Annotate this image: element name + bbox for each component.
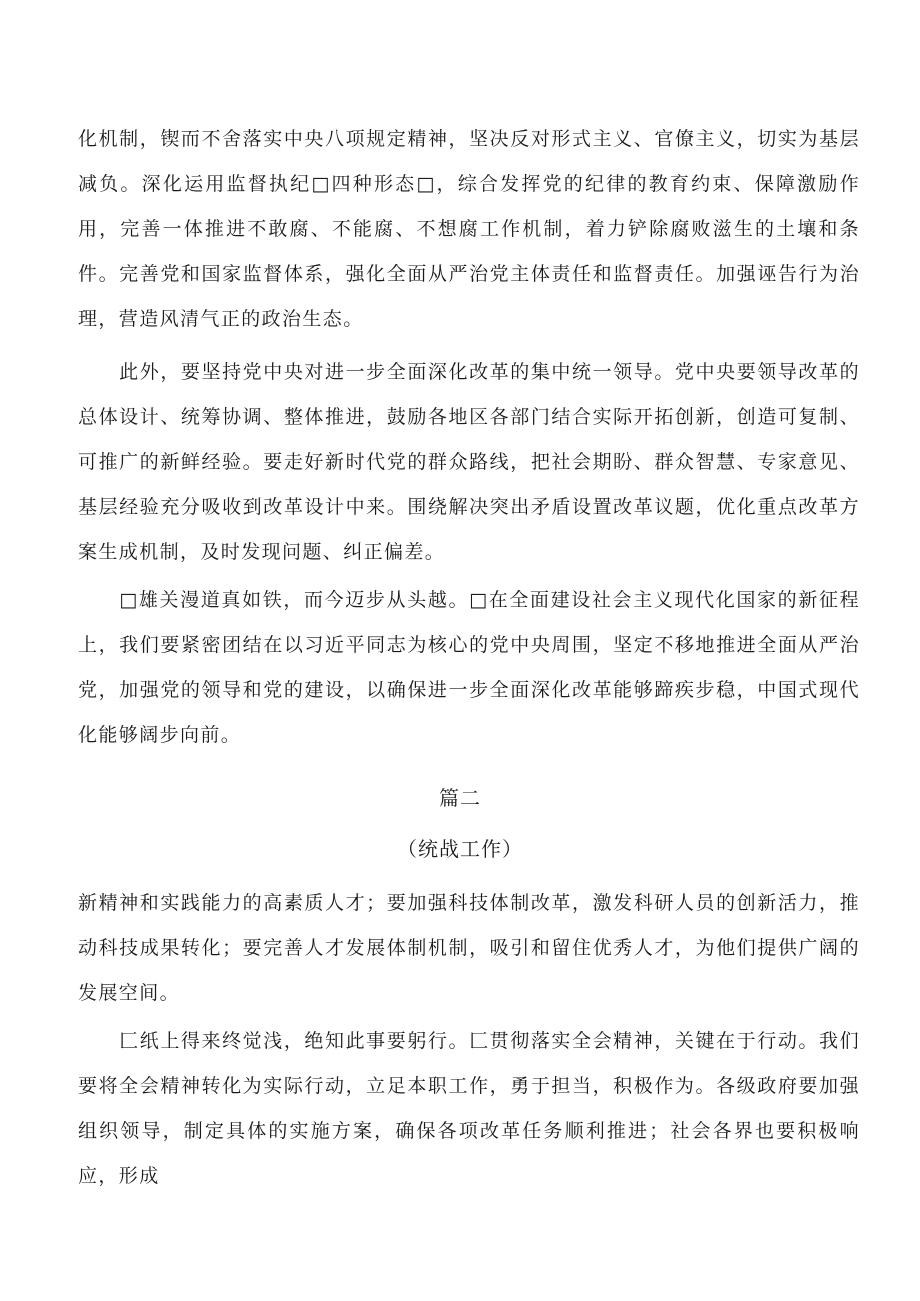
section-title: 篇二 [439, 786, 481, 810]
paragraph-new-journey: □雄关漫道真如铁，而今迈步从头越。□在全面建设社会主义现代化国家的新征程上，我们要紧密团结在以习近平同志为核心的党中央周围，坚定不移地推进全面从严治党，加强党的领导和党的建设，以确保进一步全面深化改革能够蹄疾步稳，中国式现代化能够阔步向前。 [78, 589, 860, 746]
paragraph-talent-development: 新精神和实践能力的高素质人才；要加强科技体制改革，激发科研人员的创新活力，推动科技成果转化；要完善人才发展体制机制，吸引和留住优秀人才，为他们提供广阔的发展空间。 [78, 892, 860, 1004]
paragraph-discipline-supervision: 化机制，锲而不舍落实中央八项规定精神，坚决反对形式主义、官僚主义，切实为基层减负。深化运用监督执纪□四种形态□，综合发挥党的纪律的教育约束、保障激励作用，完善一体推进不敢腐、不能腐、不想腐工作机制，着力铲除腐败滋生的土壤和条件。完善党和国家监督体系，强化全面从严治党主体责任和监督责任。加强诬告行为治理，营造风清气正的政治生态。 [78, 128, 860, 330]
section-subtitle: （统战工作） [397, 837, 523, 861]
paragraph-central-leadership: 此外，要坚持党中央对进一步全面深化改革的集中统一领导。党中央要领导改革的总体设计、统筹协调、整体推进，鼓励各地区各部门结合实际开拓创新，创造可复制、可推广的新鲜经验。要走好新时代党的群众路线，把社会期盼、群众智慧、专家意见、基层经验充分吸收到改革设计中来。围绕解决突出矛盾设置改革议题，优化重点改革方案生成机制，及时发现问题、纠正偏差。 [78, 361, 860, 563]
paragraph-implementation: 匚纸上得来终觉浅，绝知此事要躬行。匚贯彻落实全会精神，关键在于行动。我们要将全会精神转化为实际行动，立足本职工作，勇于担当，积极作为。各级政府要加强组织领导，制定具体的实施方案，确保各项改革任务顺利推进；社会各界也要积极响应，形成 [78, 1030, 860, 1187]
